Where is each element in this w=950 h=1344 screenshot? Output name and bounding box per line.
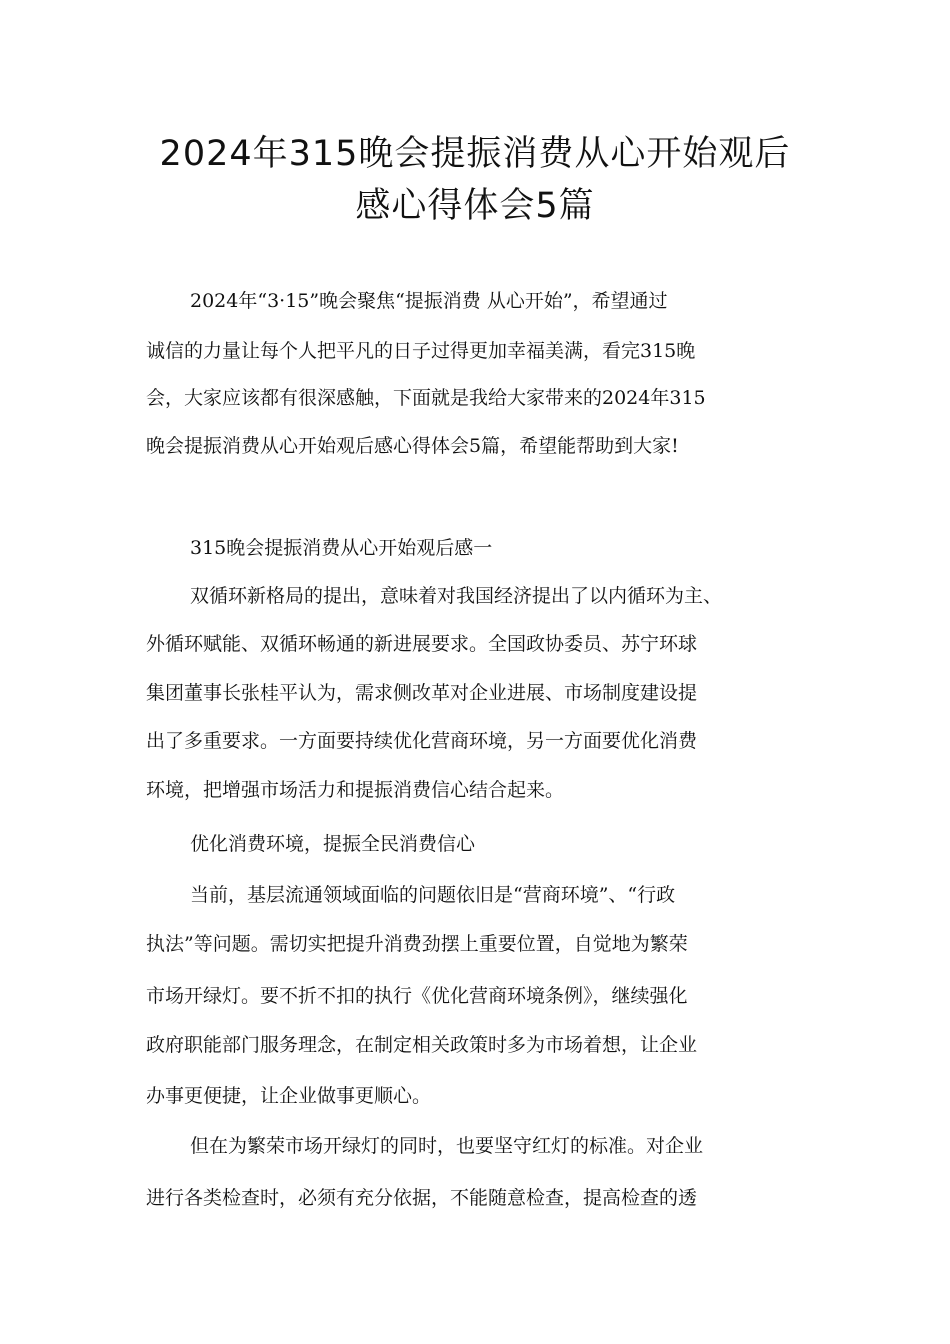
paragraph-line: 环境，把增强市场活力和提振消费信心结合起来。 [146,779,565,801]
paragraph-line: 当前，基层流通领域面临的问题依旧是“营商环境”、“行政 [190,884,676,906]
intro-line: 诚信的力量让每个人把平凡的日子过得更加幸福美满，看完315晚 [146,340,696,362]
paragraph-line: 集团董事长张桂平认为，需求侧改革对企业进展、市场制度建设提 [146,682,698,704]
subheading: 优化消费环境，提振全民消费信心 [190,833,476,855]
paragraph-line: 但在为繁荣市场开绿灯的同时，也要坚守红灯的标准。对企业 [190,1135,704,1157]
intro-line: 晚会提振消费从心开始观后感心得体会5篇，希望能帮助到大家! [146,435,679,457]
paragraph-line: 进行各类检查时，必须有充分依据，不能随意检查，提高检查的透 [146,1187,698,1209]
paragraph-line: 政府职能部门服务理念，在制定相关政策时多为市场着想，让企业 [146,1034,698,1056]
paragraph-line: 执法”等问题。需切实把提升消费劲摆上重要位置，自觉地为繁荣 [146,933,688,955]
intro-line: 2024年“3·15”晚会聚焦“提振消费 从心开始”，希望通过 [190,290,668,312]
paragraph-line: 外循环赋能、双循环畅通的新进展要求。全国政协委员、苏宁环球 [146,633,698,655]
section-heading: 315晚会提振消费从心开始观后感一 [190,537,493,559]
document-title-line-2: 感心得体会5篇 [355,186,595,226]
document-title-line-1: 2024年315晚会提振消费从心开始观后 [159,134,791,174]
intro-line: 会，大家应该都有很深感触，下面就是我给大家带来的2024年315 [146,387,706,409]
paragraph-line: 办事更便捷，让企业做事更顺心。 [146,1085,432,1107]
paragraph-line: 出了多重要求。一方面要持续优化营商环境，另一方面要优化消费 [146,730,698,752]
paragraph-line: 双循环新格局的提出，意味着对我国经济提出了以内循环为主、 [190,585,723,607]
paragraph-line: 市场开绿灯。要不折不扣的执行《优化营商环境条例》，继续强化 [146,985,688,1007]
